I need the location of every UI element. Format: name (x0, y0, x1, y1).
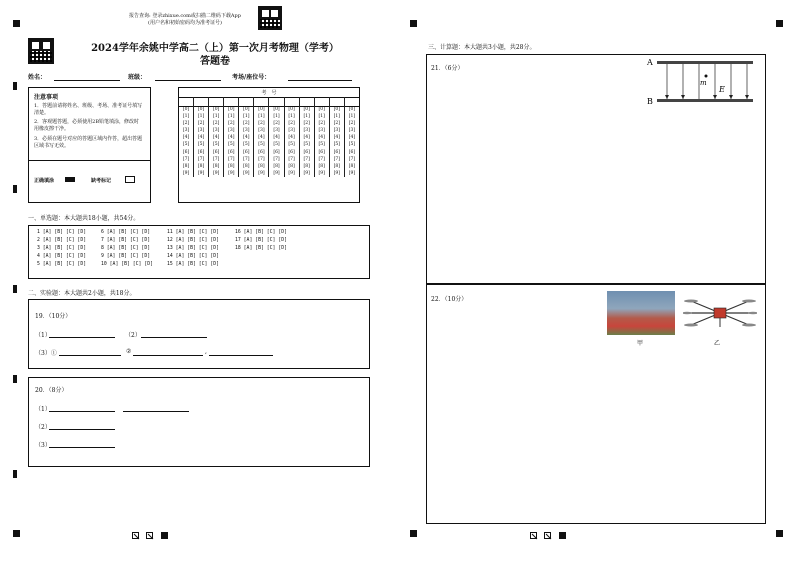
notes-heading: 注意事项 (34, 94, 59, 101)
exam-number-bubble[interactable]: [8] (314, 163, 329, 170)
q19-separator: , (205, 348, 207, 355)
q20-part3-label: （3） (35, 442, 51, 449)
exam-number-bubble[interactable]: [5] (314, 141, 329, 148)
q20-part2-label: （2） (35, 424, 51, 431)
exam-number-bubble[interactable]: [0] (284, 106, 299, 113)
q21-label: 21．（6分） (431, 65, 464, 72)
q19-part2-field[interactable] (141, 337, 207, 338)
q19-part3a-field[interactable] (59, 355, 121, 356)
exam-number-bubble[interactable]: [7] (299, 156, 314, 163)
exam-number-bubble[interactable]: [7] (344, 156, 359, 163)
charged-particle (705, 75, 708, 78)
exam-number-bubble[interactable]: [8] (254, 163, 269, 170)
q20-part1b-field[interactable] (123, 411, 189, 412)
room-seat-field[interactable] (288, 80, 352, 81)
q20-part2-field[interactable] (49, 429, 115, 430)
exam-number-bubble[interactable]: [5] (209, 141, 224, 148)
exam-number-write-cell[interactable] (314, 97, 329, 106)
exam-number-bubble[interactable]: [0] (239, 106, 254, 113)
exam-number-heading: 考 号 (261, 90, 277, 96)
exam-number-bubble[interactable]: [4] (182, 135, 190, 141)
q20-part1a-field[interactable] (49, 411, 115, 412)
registration-mark (776, 530, 783, 537)
exam-number-box (178, 87, 360, 203)
exam-number-bubble[interactable]: [6] (344, 149, 359, 156)
exam-number-bubble[interactable]: [5] (182, 142, 190, 148)
exam-number-bubble[interactable]: [3] (284, 127, 299, 134)
exam-number-bubble[interactable]: [7] (329, 156, 344, 163)
exam-number-bubble[interactable]: [9] (284, 170, 299, 177)
exam-number-bubble[interactable]: [2] (194, 120, 209, 127)
footer-marker (544, 532, 551, 539)
exam-number-bubble[interactable]: [7] (239, 156, 254, 163)
exam-number-bubble[interactable]: [8] (269, 163, 284, 170)
field-label: E (719, 85, 725, 94)
name-label: 姓名： (28, 74, 47, 81)
footer-marker (161, 532, 168, 539)
registration-mark (410, 20, 417, 27)
exam-number-write-cell[interactable] (239, 97, 254, 106)
exam-number-bubble[interactable]: [4] (194, 134, 209, 141)
registration-mark (776, 20, 783, 27)
exam-number-bubble[interactable]: [1] (284, 113, 299, 120)
q21-answer-box[interactable] (426, 54, 766, 284)
room-seat-label: 考场/座位号： (232, 74, 271, 81)
q19-answer-box (28, 299, 370, 369)
page-subtitle: 答题卷 (200, 56, 230, 67)
exam-number-bubble[interactable]: [2] (254, 120, 269, 127)
mcq-column-1[interactable]: 1 [A] [B] [C] [D] 2 [A] [B] [C] [D] 3 [A] [B] [C] [D] 4 [A] [B] [C] [D] 5 [A] [B] [C] [D] (37, 230, 87, 267)
exam-number-bubble[interactable]: [2] (344, 120, 359, 127)
exam-number-bubble[interactable]: [9] (299, 170, 314, 177)
exam-number-bubble[interactable]: [3] (329, 127, 344, 134)
note-item-3: 3．必须在题号对应的答题区域内作答，超出答题区域书写无效。 (34, 136, 143, 149)
q22-label: 22．（10分） (431, 296, 468, 303)
exam-number-bubble[interactable]: [4] (344, 134, 359, 141)
exam-number-bubble[interactable]: [5] (329, 141, 344, 148)
side-mark (13, 285, 17, 293)
registration-mark (13, 20, 20, 27)
exam-number-bubble[interactable]: [5] (299, 141, 314, 148)
q19-part1-label: （1） (35, 332, 51, 339)
exam-number-bubble[interactable]: [3] (344, 127, 359, 134)
exam-number-bubble[interactable]: [3] (254, 127, 269, 134)
exam-number-bubble[interactable]: [7] (209, 156, 224, 163)
side-mark (13, 185, 17, 193)
q19-label: 19．（10分） (35, 313, 72, 320)
field-lines (667, 64, 747, 99)
exam-number-bubble[interactable]: [6] (284, 149, 299, 156)
exam-number-bubble[interactable]: [3] (209, 127, 224, 134)
exam-number-write-cell[interactable] (284, 97, 299, 106)
exam-number-bubble[interactable]: [2] (224, 120, 239, 127)
section3-heading: 三、计算题：本大题共3小题，共28分。 (428, 44, 536, 51)
capacitor-diagram (645, 55, 765, 111)
registration-mark (410, 530, 417, 537)
exam-number-bubble[interactable]: [7] (224, 156, 239, 163)
exam-number-write-cell[interactable] (269, 97, 284, 106)
mcq-column-2[interactable]: 6 [A] [B] [C] [D] 7 [A] [B] [C] [D] 8 [A] [B] [C] [D] 9 [A] [B] [C] [D] 10 [A] [B] [C] [D] (101, 230, 153, 267)
exam-number-bubble[interactable]: [4] (254, 134, 269, 141)
plate-a (657, 61, 753, 64)
section1-heading: 一、单选题：本大题共18小题，共54分。 (28, 215, 140, 222)
exam-number-bubble[interactable]: [8] (209, 163, 224, 170)
q20-answer-box (28, 377, 370, 467)
exam-number-bubble[interactable]: [6] (209, 149, 224, 156)
exam-number-bubble[interactable]: [8] (299, 163, 314, 170)
q19-part3b-field[interactable] (133, 355, 203, 356)
notice-line-2: (用户名和初始密码均为准考证号) (148, 20, 222, 26)
exam-number-bubble[interactable]: [5] (269, 141, 284, 148)
registration-mark (13, 530, 20, 537)
exam-number-bubble[interactable]: [7] (254, 156, 269, 163)
exam-number-write-cell[interactable] (329, 97, 344, 106)
exam-number-bubble[interactable]: [7] (269, 156, 284, 163)
exam-number-bubble[interactable]: [8] (194, 163, 209, 170)
plate-b-label: B (647, 97, 653, 106)
exam-number-bubble[interactable]: [2] (284, 120, 299, 127)
exam-number-bubble[interactable]: [7] (194, 156, 209, 163)
app-qr-code-icon (258, 6, 282, 30)
exam-number-bubble[interactable]: [3] (239, 127, 254, 134)
exam-number-bubble[interactable]: [1] (209, 113, 224, 120)
footer-marker (530, 532, 537, 539)
exam-number-bubble[interactable]: [0] (209, 106, 224, 113)
exam-number-bubble[interactable]: [6] (269, 149, 284, 156)
exam-number-bubble[interactable]: [1] (299, 113, 314, 120)
exam-number-bubble[interactable]: [0] (314, 106, 329, 113)
exam-number-bubble[interactable]: [0] (329, 106, 344, 113)
q20-part3-field[interactable] (49, 447, 115, 448)
exam-number-bubble[interactable]: [8] (239, 163, 254, 170)
exam-number-bubble[interactable]: [9] (254, 170, 269, 177)
exam-number-bubble[interactable]: [9] (194, 170, 209, 177)
footer-marker (559, 532, 566, 539)
exam-number-bubble[interactable]: [4] (224, 134, 239, 141)
exam-number-bubble[interactable]: [9] (209, 170, 224, 177)
exam-number-bubble[interactable]: [4] (209, 134, 224, 141)
exam-number-bubble[interactable]: [0] (182, 107, 190, 112)
exam-number-bubble[interactable]: [5] (224, 141, 239, 148)
exam-number-write-cell[interactable] (209, 97, 224, 106)
notice-line-1: 报告查询: 登录zhixue.com或扫描二维码下载App (129, 13, 241, 19)
exam-number-bubble[interactable]: [1] (254, 113, 269, 120)
exam-number-bubble[interactable]: [1] (182, 114, 190, 120)
exam-number-bubble[interactable]: [1] (314, 113, 329, 120)
exam-number-bubble[interactable]: [6] (299, 149, 314, 156)
exam-number-write-cell[interactable] (194, 97, 209, 106)
exam-number-bubble[interactable]: [4] (269, 134, 284, 141)
exam-number-bubble[interactable]: [9] (269, 170, 284, 177)
exam-number-bubble[interactable]: [9] (239, 170, 254, 177)
name-field[interactable] (54, 80, 120, 81)
exam-number-bubble[interactable]: [1] (224, 113, 239, 120)
q22-answer-box[interactable] (426, 284, 766, 524)
exam-number-bubble[interactable]: [0] (299, 106, 314, 113)
exam-number-bubble[interactable]: [4] (314, 134, 329, 141)
mcq-column-3[interactable]: 11 [A] [B] [C] [D] 12 [A] [B] [C] [D] 13 [A] [B] [C] [D] 14 [A] [B] [C] [D] 15 [A] [B] [C] [D] (167, 230, 219, 267)
photo-jia (607, 291, 675, 335)
exam-number-bubble[interactable]: [0] (194, 106, 209, 113)
exam-number-bubble[interactable]: [9] (344, 170, 359, 177)
exam-number-bubble[interactable]: [6] (314, 149, 329, 156)
photo-jia-label: 甲 (637, 340, 644, 347)
exam-number-bubble[interactable]: [0] (254, 106, 269, 113)
side-mark (13, 82, 17, 90)
exam-number-write-cell[interactable] (179, 97, 194, 106)
exam-number-bubble[interactable]: [7] (314, 156, 329, 163)
exam-number-bubble[interactable]: [7] (182, 156, 190, 162)
notes-box (28, 87, 151, 203)
exam-number-bubble[interactable]: [5] (254, 141, 269, 148)
side-mark (13, 375, 17, 383)
exam-number-bubble[interactable]: [0] (224, 106, 239, 113)
side-mark (13, 470, 17, 478)
exam-number-bubble[interactable]: [8] (182, 163, 190, 169)
exam-number-bubble[interactable]: [2] (314, 120, 329, 127)
exam-number-bubble[interactable]: [2] (182, 121, 190, 127)
exam-number-write-cell[interactable] (344, 97, 359, 106)
exam-number-bubble[interactable]: [2] (269, 120, 284, 127)
exam-number-grid[interactable] (179, 97, 359, 177)
exam-number-bubble[interactable]: [8] (284, 163, 299, 170)
exam-number-bubble[interactable]: [9] (182, 170, 190, 176)
exam-number-bubble[interactable]: [0] (344, 106, 359, 113)
footer-marker (146, 532, 153, 539)
plate-a-label: A (647, 58, 653, 67)
page-title: 2024学年余姚中学高二（上）第一次月考物理（学考） (91, 43, 339, 54)
exam-number-bubble[interactable]: [2] (239, 120, 254, 127)
exam-number-bubble[interactable]: [0] (269, 106, 284, 113)
exam-number-bubble[interactable]: [1] (329, 113, 344, 120)
exam-number-write-cell[interactable] (224, 97, 239, 106)
absent-checkbox[interactable] (125, 176, 135, 183)
exam-number-bubble[interactable]: [6] (254, 149, 269, 156)
exam-number-bubble[interactable]: [4] (239, 134, 254, 141)
mcq-column-4[interactable]: 16 [A] [B] [C] [D] 17 [A] [B] [C] [D] 18 [A] [B] [C] [D] (235, 230, 287, 251)
exam-number-bubble[interactable]: [9] (329, 170, 344, 177)
q19-part3-label: （3）① (35, 350, 57, 357)
exam-number-bubble[interactable]: [5] (284, 141, 299, 148)
exam-number-bubble[interactable]: [2] (209, 120, 224, 127)
exam-number-write-cell[interactable] (254, 97, 269, 106)
exam-number-bubble[interactable]: [3] (299, 127, 314, 134)
exam-number-bubble[interactable]: [6] (194, 149, 209, 156)
exam-number-bubble[interactable]: [6] (239, 149, 254, 156)
exam-number-bubble[interactable]: [8] (224, 163, 239, 170)
exam-number-bubble[interactable]: [9] (314, 170, 329, 177)
footer-marker (132, 532, 139, 539)
mcq-box (28, 225, 370, 279)
exam-number-bubble[interactable]: [1] (269, 113, 284, 120)
exam-number-bubble[interactable]: [5] (194, 141, 209, 148)
exam-number-bubble[interactable]: [4] (299, 134, 314, 141)
note-item-1: 1．答题前请将姓名、班级、考场、准考证号填写清楚。 (34, 103, 143, 116)
mass-label: m (700, 79, 707, 87)
exam-number-bubble[interactable]: [6] (329, 149, 344, 156)
filled-mark-icon (65, 177, 75, 182)
exam-number-bubble[interactable]: [1] (194, 113, 209, 120)
exam-number-bubble[interactable]: [3] (314, 127, 329, 134)
class-field[interactable] (155, 80, 221, 81)
exam-number-bubble[interactable]: [3] (182, 128, 190, 134)
exam-number-bubble[interactable]: [5] (239, 141, 254, 148)
exam-number-bubble[interactable]: [8] (329, 163, 344, 170)
class-label: 班级： (128, 74, 147, 81)
exam-number-bubble[interactable]: [7] (284, 156, 299, 163)
exam-number-bubble[interactable]: [1] (239, 113, 254, 120)
correct-fill-label: 正确填涂 (34, 178, 55, 184)
exam-number-write-cell[interactable] (299, 97, 314, 106)
exam-number-bubble[interactable]: [4] (284, 134, 299, 141)
q19-part3c-field[interactable] (209, 355, 273, 356)
note-item-2: 2．客观题答题，必须使用2B铅笔填涂，修改时用橡皮擦干净。 (34, 119, 140, 132)
exam-number-bubble[interactable]: [6] (224, 149, 239, 156)
drone-image (683, 291, 757, 335)
exam-number-bubble[interactable]: [3] (224, 127, 239, 134)
q20-part1-label: （1） (35, 406, 51, 413)
q20-label: 20．（8分） (35, 387, 68, 394)
exam-number-bubble[interactable]: [5] (344, 141, 359, 148)
exam-number-bubble[interactable]: [1] (344, 113, 359, 120)
q19-part2-label: （2） (125, 332, 141, 339)
exam-number-bubble[interactable]: [4] (329, 134, 344, 141)
q19-part3b-label: ② (126, 348, 132, 355)
plate-b (657, 99, 753, 102)
q19-part1-field[interactable] (49, 337, 115, 338)
section2-heading: 二、实验题：本大题共2小题，共18分。 (28, 290, 136, 297)
absent-mark-label: 缺考标记 (91, 178, 112, 184)
exam-number-bubble[interactable]: [8] (344, 163, 359, 170)
exam-number-bubble[interactable]: [2] (299, 120, 314, 127)
exam-number-bubble[interactable]: [9] (224, 170, 239, 177)
exam-number-bubble[interactable]: [2] (329, 120, 344, 127)
exam-number-bubble[interactable]: [3] (194, 127, 209, 134)
student-qr-code-icon (28, 38, 54, 64)
drone-image-label: 乙 (714, 340, 721, 347)
exam-number-bubble[interactable]: [3] (269, 127, 284, 134)
exam-number-bubble[interactable]: [6] (182, 149, 190, 155)
